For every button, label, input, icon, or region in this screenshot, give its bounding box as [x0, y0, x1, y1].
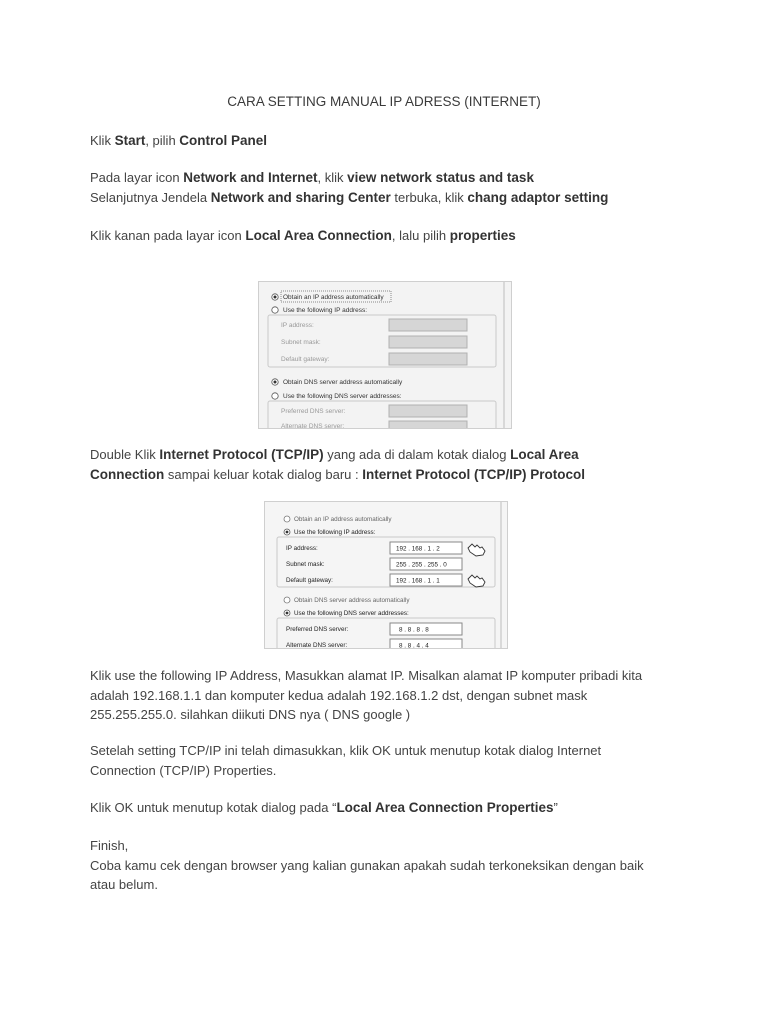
alt-dns-label: Alternate DNS server:: [286, 642, 348, 648]
text: ”: [553, 800, 558, 815]
use-dns-label: Use the following DNS server addresses:: [283, 393, 402, 400]
obtain-dns-label: Obtain DNS server address automatically: [294, 597, 410, 604]
text: yang ada di dalam kotak dialog: [323, 447, 511, 462]
radio-obtain-dns: [284, 597, 290, 603]
text: Coba kamu cek dengan browser yang kalian gunakan apakah sudah terkoneksikan dengan baik: [90, 857, 644, 873]
bold-text: Local Area Connection: [245, 228, 392, 243]
text: Double Klik: [90, 447, 160, 462]
gateway-value: 192 . 168 . 1 . 1: [396, 577, 440, 585]
radio-use-dns: [272, 393, 278, 399]
bold-text: Network and Internet: [183, 170, 318, 185]
gateway-label: Default gateway:: [281, 356, 330, 363]
bold-text: Internet Protocol (TCP/IP) Protocol: [362, 466, 586, 482]
bold-text: Internet Protocol (TCP/IP): [159, 447, 324, 462]
bold-text: Connection: [90, 466, 165, 482]
step-start: [90, 131, 690, 151]
subnet-label: Subnet mask:: [286, 561, 325, 568]
radio-use-ip: [272, 307, 278, 313]
alt-dns-label: Alternate DNS server:: [281, 423, 345, 428]
use-ip-label: Use the following IP address:: [283, 307, 368, 314]
subnet-label: Subnet mask:: [281, 339, 321, 346]
text: Connection (TCP/IP) Properties.: [90, 762, 277, 778]
step-use-following-ip: [90, 666, 690, 725]
gateway-label: Default gateway:: [286, 577, 333, 584]
step-ok-local-area: [90, 798, 690, 818]
text: Finish,: [90, 838, 129, 853]
ip-address-value: 192 . 168 . 1 . 2: [396, 545, 440, 553]
use-ip-label: Use the following IP address:: [294, 529, 376, 536]
step-network: [90, 168, 690, 207]
text: Pada layar icon: [90, 170, 184, 185]
obtain-ip-label: Obtain an IP address automatically: [283, 294, 384, 301]
bold-text: Local Area Connection Properties: [336, 800, 554, 815]
text: Selanjutnya Jendela: [90, 189, 211, 205]
bold-text: Local Area: [510, 447, 579, 462]
text: terbuka, klik: [390, 189, 468, 205]
pref-dns-value: 8 . 8 . 8 . 8: [399, 626, 429, 634]
obtain-ip-label: Obtain an IP address automatically: [294, 516, 392, 523]
bold-text: Network and sharing Center: [210, 189, 391, 205]
subnet-value: 255 . 255 . 255 . 0: [396, 561, 447, 569]
text: sampai keluar kotak dialog baru :: [164, 466, 363, 482]
step-ok-tcpip: [90, 741, 690, 780]
bold-text: Control Panel: [179, 133, 268, 148]
obtain-dns-label: Obtain DNS server address automatically: [283, 379, 403, 386]
text: adalah 192.168.1.1 dan komputer kedua adalah 192.168.1.2 dst, dengan subnet mask: [90, 687, 588, 703]
ip-settings-screenshot-1: [258, 281, 512, 429]
step-finish: [90, 836, 690, 895]
bold-text: Start: [114, 133, 146, 148]
text: Klik use the following IP Address, Masukkan alamat IP. Misalkan alamat IP komputer pribadi kita: [90, 668, 643, 683]
bold-text: view network status and task: [347, 170, 534, 185]
step-double-click: [90, 445, 690, 484]
bold-text: chang adaptor setting: [467, 189, 609, 205]
pref-dns-label: Preferred DNS server:: [281, 408, 346, 415]
text: Setelah setting TCP/IP ini telah dimasukkan, klik OK untuk menutup kotak dialog Internet: [90, 743, 602, 758]
alt-dns-value: 8 . 8 . 4 . 4: [399, 642, 429, 648]
text: 255.255.255.0. silahkan diikuti DNS nya ( DNS google ): [90, 707, 411, 722]
ip-settings-screenshot-2: [264, 501, 508, 649]
radio-obtain-ip: [284, 516, 290, 522]
text: , pilih: [145, 133, 180, 148]
page-title: CARA SETTING MANUAL IP ADRESS (INTERNET): [227, 94, 541, 109]
text: , lalu pilih: [391, 228, 450, 243]
step-local-area: [90, 226, 690, 246]
ip-address-label: IP address:: [286, 545, 318, 552]
text: Klik kanan pada layar icon: [90, 228, 246, 243]
bold-text: properties: [449, 228, 516, 243]
text: Klik OK untuk menutup kotak dialog pada “: [90, 800, 337, 815]
text: Klik: [90, 133, 115, 148]
use-dns-label: Use the following DNS server addresses:: [294, 610, 409, 617]
pref-dns-label: Preferred DNS server:: [286, 626, 349, 633]
text: atau belum.: [90, 877, 158, 892]
text: , klik: [317, 170, 348, 185]
ip-address-label: IP address:: [281, 322, 314, 329]
